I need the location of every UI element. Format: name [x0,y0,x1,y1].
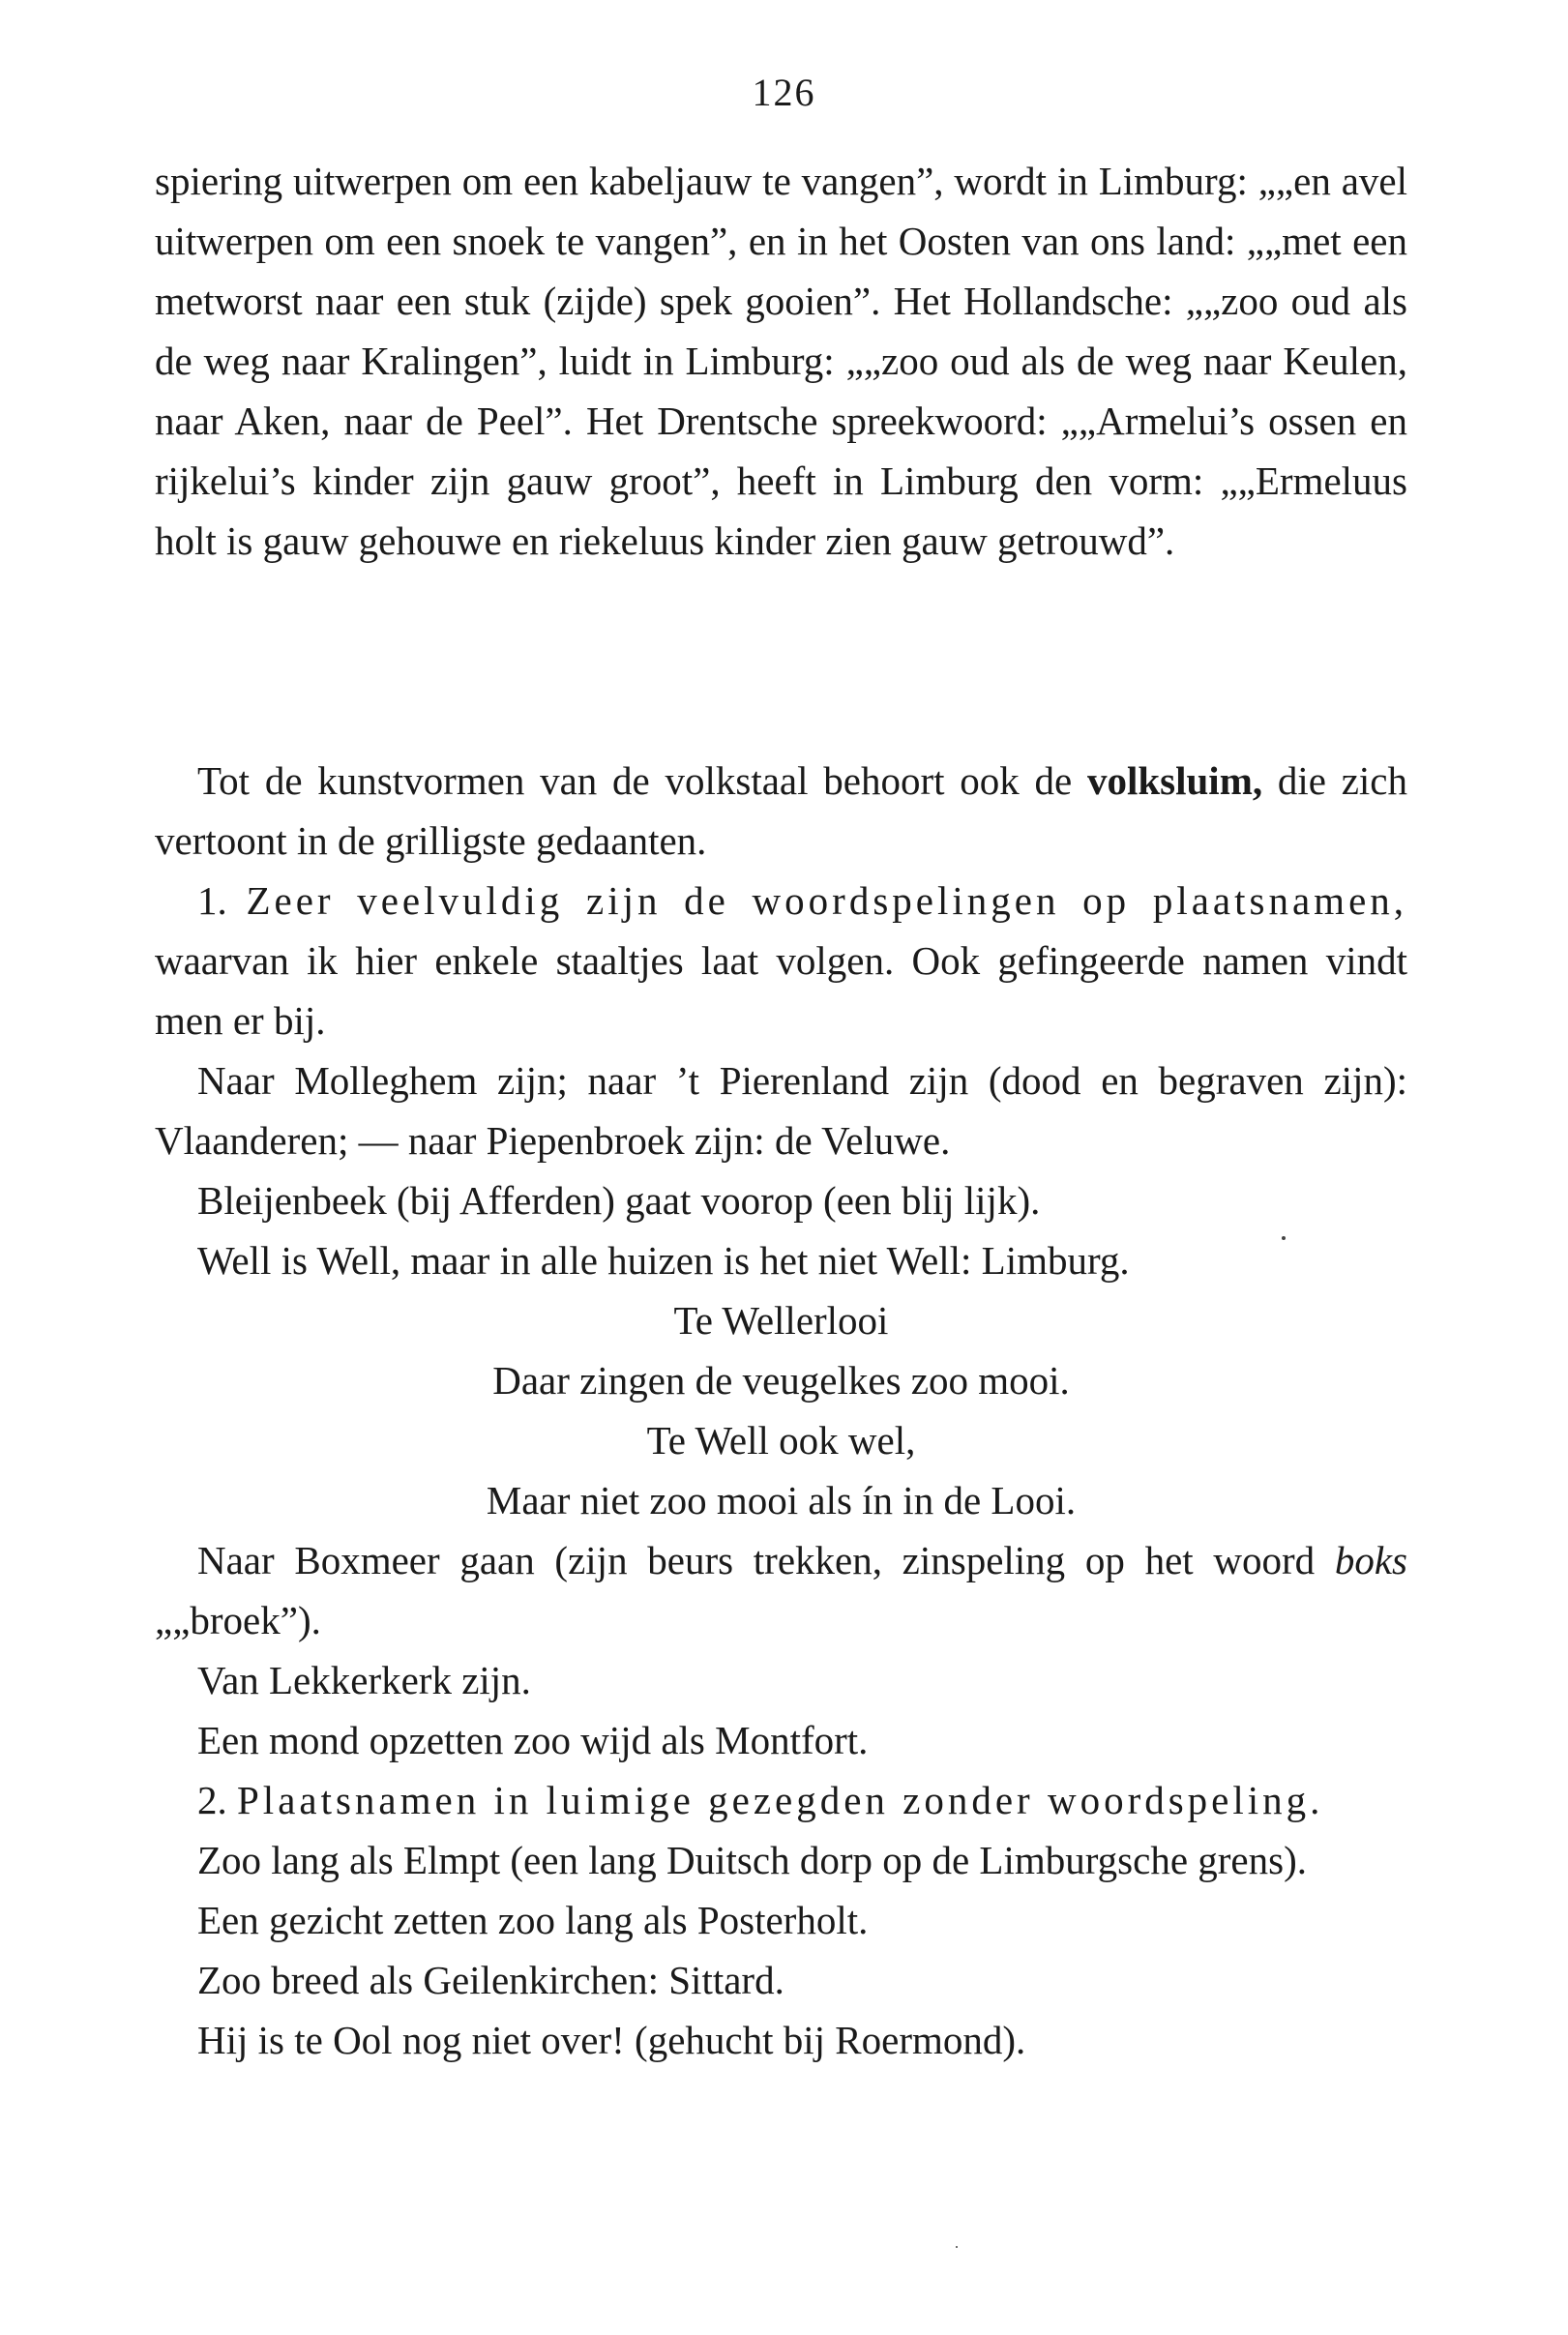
opening-paragraph-block [155,151,1407,571]
saying-elmpt: Zoo lang als Elmpt (een lang Duitsch dorp op de Limburgsche grens). [197,1838,1307,1882]
opening-paragraph: spiering uitwerpen om een kabeljauw te vangen”, wordt in Limburg: „„en avel uitwerpen om een snoek te vangen”, en in het Oosten van ons land: „„met een metworst naar een stuk (zijde) spek gooien”. Het Hollandsche: „„zoo oud als de weg naar Kralingen”, luidt in Limburg: „„zoo oud als de weg naar Keulen, naar Aken, naar de Peel”. Het Drentsche spreekwoord: „„Armelui’s ossen en rijkelui’s kinder zijn gauw groot”, heeft in Limburg den vorm: „„Ermeluus holt is gauw gehouwe en riekeluus kinder zien gauw getrouwd”. [155,159,1407,563]
page-number: 126 [752,71,816,114]
item-2-number: 2. [197,1778,227,1822]
item-1-rest: waarvan ik hier enkele staaltjes laat volgen. Ook gefingeerde namen vindt men er bij. [155,938,1407,1043]
item-1-number: 1. [197,878,227,923]
boks-term: boks [1334,1538,1407,1582]
verse-line: Daar zingen de veugelkes zoo mooi. [492,1358,1070,1403]
saying-lekkerkerk: Van Lekkerkerk zijn. [197,1658,531,1702]
boxmeer-after: „„broek”). [155,1598,321,1642]
item-1-paragraph [155,871,1407,1050]
intro-paragraph [155,751,1407,871]
print-speck [1282,1236,1286,1240]
saying-montfort: Een mond opzetten zoo wijd als Montfort. [197,1718,869,1762]
intro-after: die zich vertoont in de grilligste gedaanten. [155,758,1407,863]
saying-posterholt: Een gezicht zetten zoo lang als Posterholt. [197,1898,869,1942]
verse-line: Te Wellerlooi [673,1298,889,1343]
saying-boxmeer [155,1530,1407,1650]
intro-before: Tot de kunstvormen van de volkstaal behoort ook de [197,758,1087,803]
print-speck [956,2246,958,2248]
saying-well: Well is Well, maar in alle huizen is het niet Well: Limburg. [197,1238,1130,1283]
boxmeer-before: Naar Boxmeer gaan (zijn beurs trekken, zinspeling op het woord [197,1538,1335,1582]
saying-molleghem: Naar Molleghem zijn; naar ’t Pierenland zijn (dood en begraven zijn): Vlaanderen; — naar Piepenbroek zijn: de Veluwe. [155,1058,1407,1163]
item-1-heading: Zeer veelvuldig zijn de woordspelingen op plaatsnamen, [246,878,1408,923]
volksluim-section [155,751,1407,2070]
item-2-heading: Plaatsnamen in luimige gezegden zonder woordspeling. [237,1778,1324,1822]
saying-geilenkirchen: Zoo breed als Geilenkirchen: Sittard. [197,1958,784,2002]
saying-ool: Hij is te Ool nog niet over! (gehucht bij Roermond). [197,2018,1026,2062]
saying-bleijenbeek: Bleijenbeek (bij Afferden) gaat voorop (een blij lijk). [197,1178,1041,1223]
verse-line: Maar niet zoo mooi als ín in de Looi. [486,1478,1077,1522]
verse-wellerlooi [155,1290,1407,1530]
item-2-paragraph [155,1770,1407,1830]
verse-line: Te Well ook wel, [646,1418,916,1463]
volksluim-term: volksluim, [1086,758,1263,803]
